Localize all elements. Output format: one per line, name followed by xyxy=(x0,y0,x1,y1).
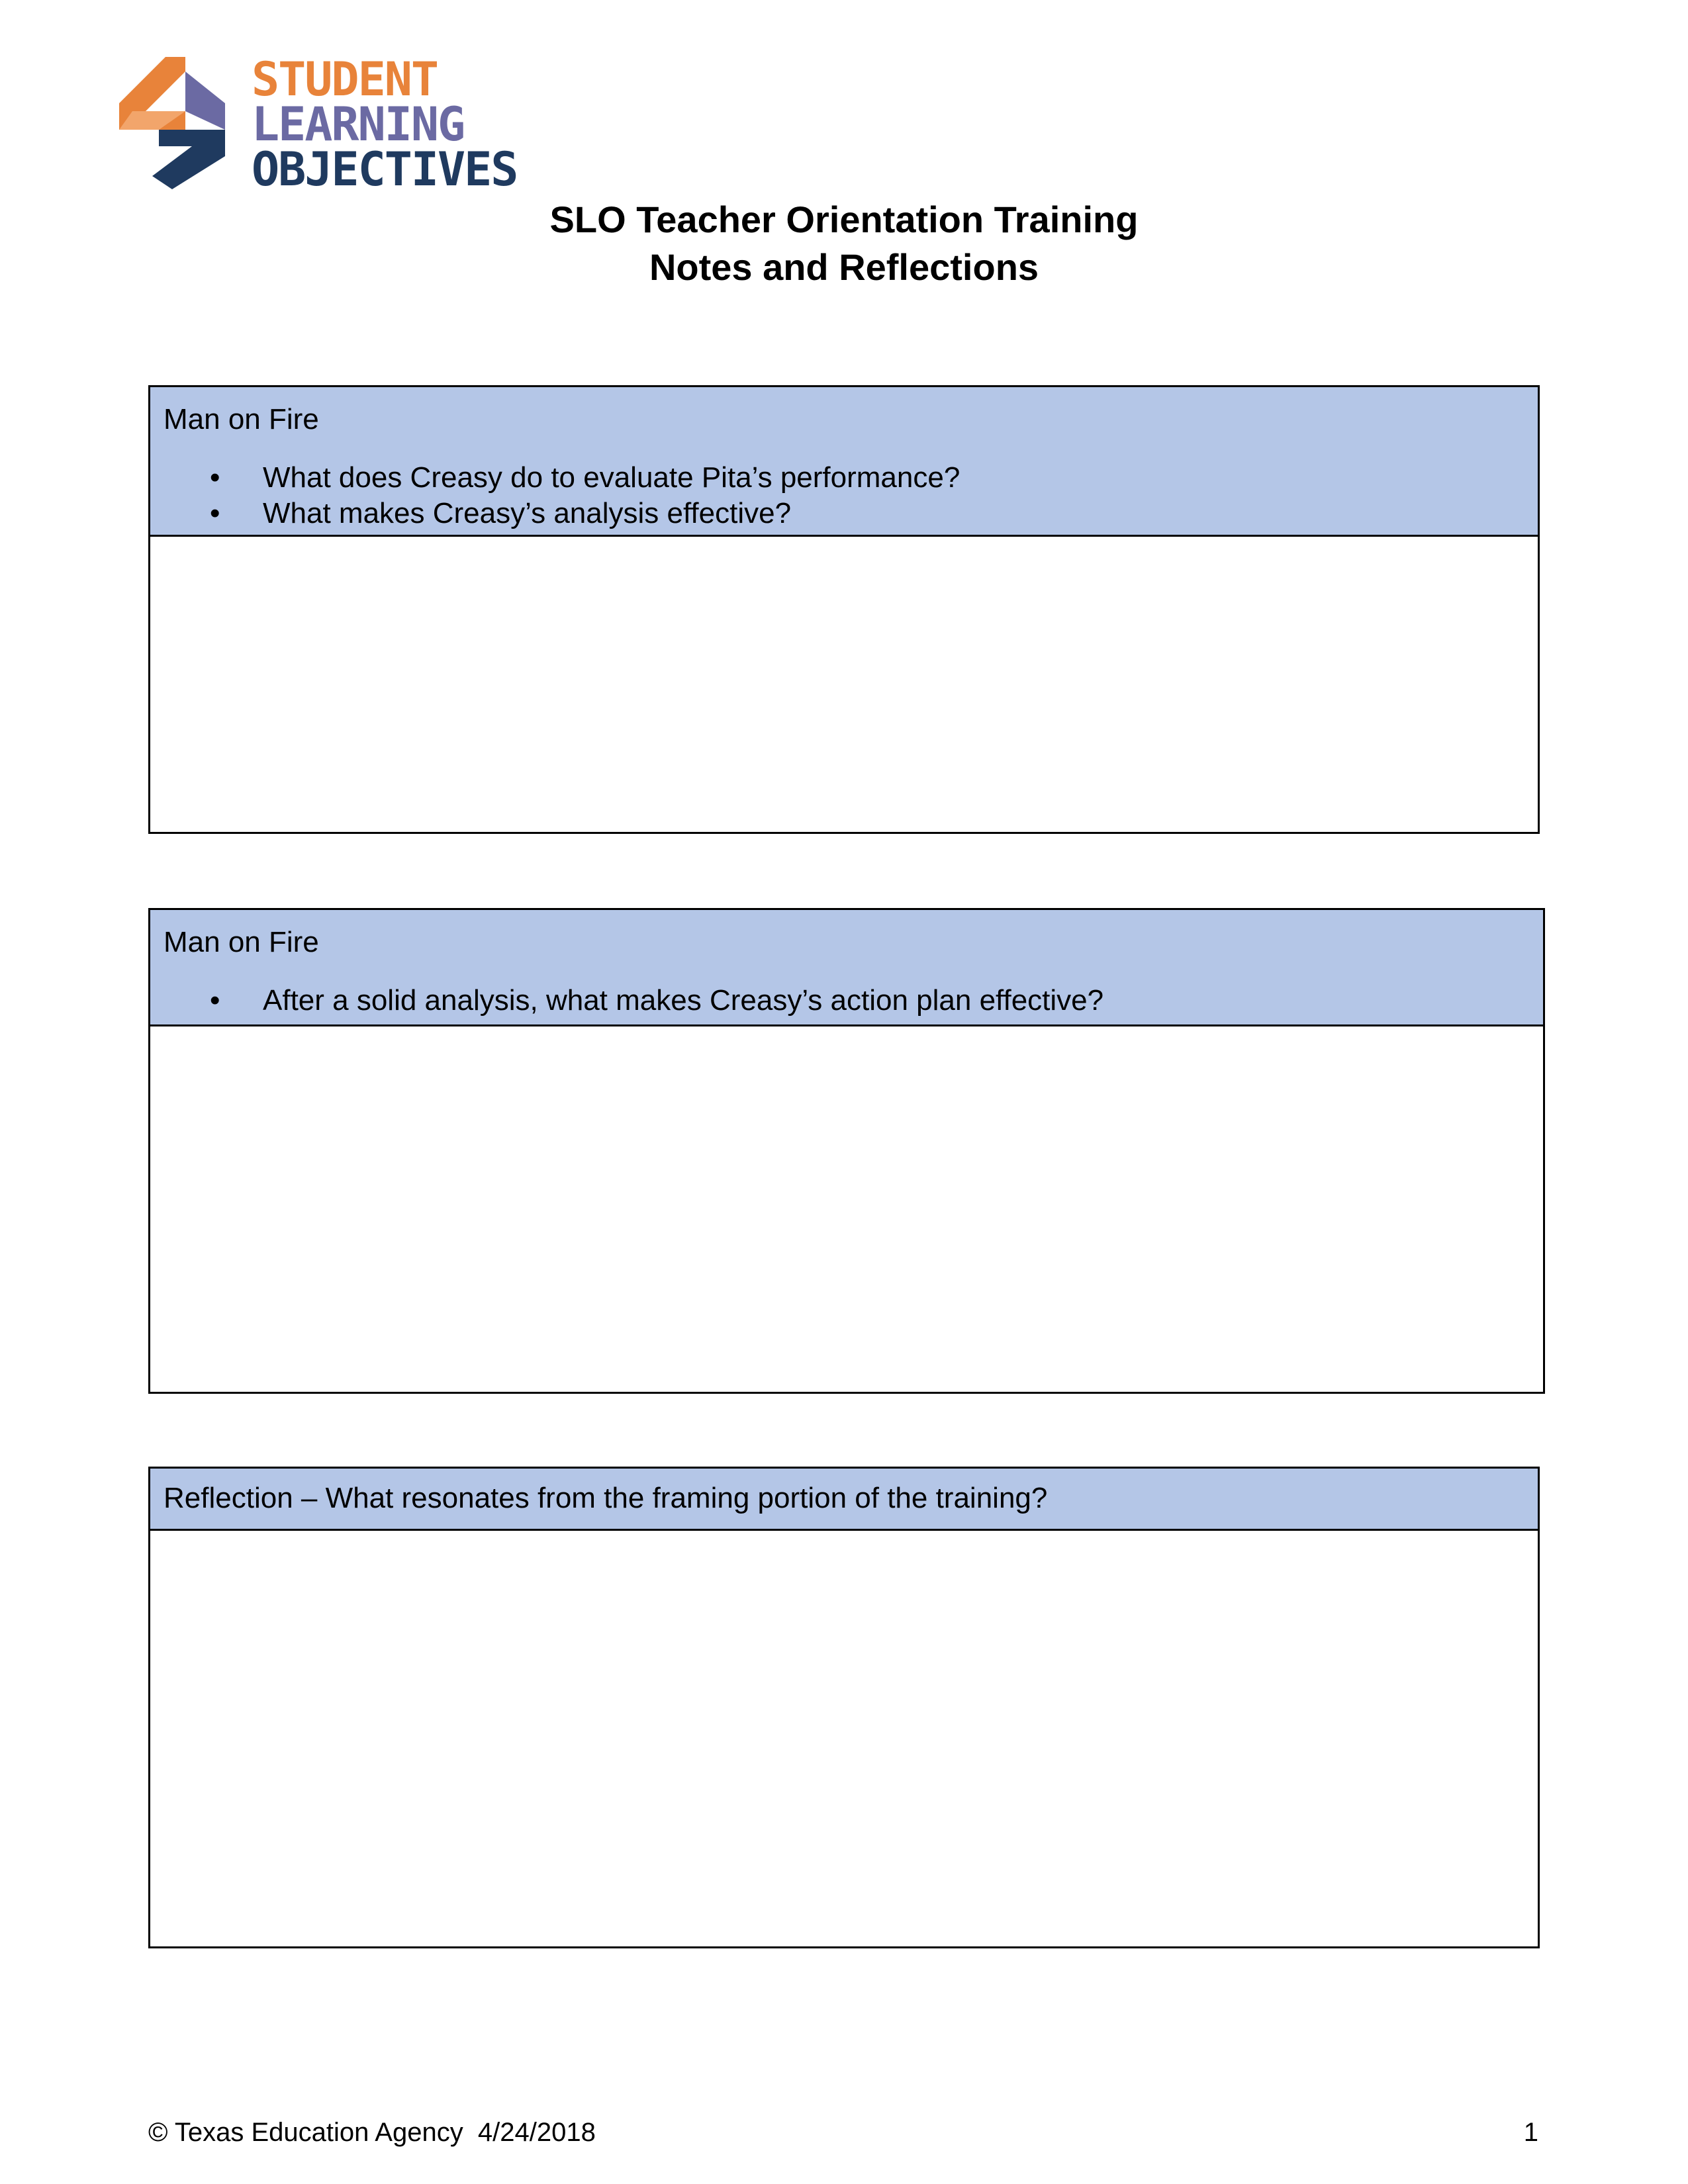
logo-wordmark xyxy=(252,52,518,197)
section-3-notes-area[interactable] xyxy=(150,1531,1538,1946)
logo-line-student: STUDENT xyxy=(252,52,438,107)
section-2-bullet-list xyxy=(164,983,1530,1019)
section-1-header xyxy=(150,387,1538,537)
notes-section-3 xyxy=(148,1467,1540,1948)
section-1-bullet-2 xyxy=(164,496,1524,531)
notes-section-2 xyxy=(148,908,1545,1394)
section-2-header xyxy=(150,910,1543,1026)
footer-page-number: 1 xyxy=(1523,2118,1538,2147)
bullet-icon: • xyxy=(210,461,220,494)
student-learning-objectives-logo xyxy=(119,52,543,197)
bullet-text: What does Creasy do to evaluate Pita’s performance? xyxy=(263,461,961,494)
section-2-bullet-1 xyxy=(164,983,1530,1019)
section-1-heading: Man on Fire xyxy=(164,403,319,435)
section-1-bullet-list xyxy=(164,460,1524,531)
logo-line-learning: LEARNING xyxy=(252,97,465,152)
title-line-1: SLO Teacher Orientation Training xyxy=(549,199,1139,240)
document-title xyxy=(0,196,1688,291)
bullet-text: What makes Creasy’s analysis effective? xyxy=(263,497,792,529)
bullet-icon: • xyxy=(210,497,220,529)
section-3-header xyxy=(150,1469,1538,1531)
section-2-notes-area[interactable] xyxy=(150,1026,1543,1392)
logo-line-objectives: OBJECTIVES xyxy=(252,142,518,197)
slo-logo-mark-icon xyxy=(119,57,238,189)
section-1-notes-area[interactable] xyxy=(150,537,1538,832)
bullet-text: After a solid analysis, what makes Creasy’s action plan effective? xyxy=(263,984,1104,1017)
footer-copyright: © Texas Education Agency 4/24/2018 xyxy=(148,2118,596,2147)
bullet-icon: • xyxy=(210,984,220,1017)
section-2-heading: Man on Fire xyxy=(164,926,319,958)
section-1-bullet-1 xyxy=(164,460,1524,496)
title-line-2: Notes and Reflections xyxy=(649,246,1039,288)
notes-section-1 xyxy=(148,385,1540,834)
section-3-heading: Reflection – What resonates from the framing portion of the training? xyxy=(164,1482,1048,1514)
